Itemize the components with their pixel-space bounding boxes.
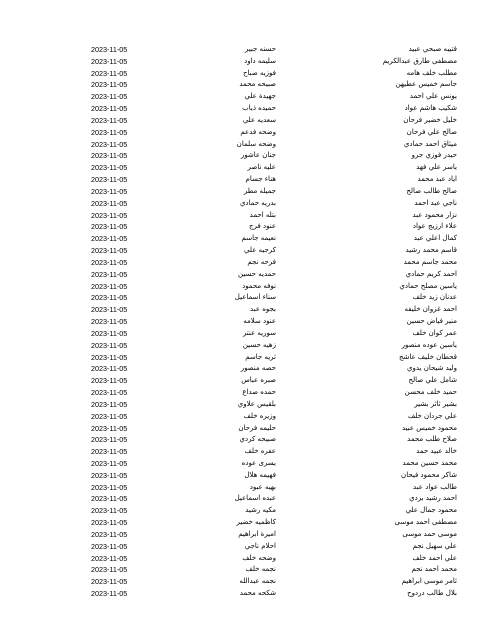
full-name: ياسين عوده منصور — [401, 340, 457, 349]
full-name: يونس علي احمد — [409, 92, 457, 101]
full-name: اياد عبد محمد — [417, 175, 457, 184]
records-list — [0, 44, 494, 600]
date: 2023-11-05 — [91, 222, 128, 232]
list-item — [0, 564, 494, 576]
mother-name: يسرى عوده — [241, 458, 276, 467]
mother-name: كرجيه علي — [244, 246, 276, 255]
list-item — [0, 44, 494, 56]
date: 2023-11-05 — [91, 210, 128, 220]
date: 2023-11-05 — [91, 577, 128, 587]
list-item — [0, 150, 494, 162]
mother-name: عليه ناصر — [247, 163, 276, 172]
date: 2023-11-05 — [91, 198, 128, 208]
date: 2023-11-05 — [91, 541, 128, 551]
full-name: حميد خلف محسن — [404, 388, 457, 397]
date: 2023-11-05 — [91, 104, 128, 114]
list-item — [0, 399, 494, 411]
date: 2023-11-05 — [91, 470, 128, 480]
list-item — [0, 281, 494, 293]
full-name: ناجي عبد احمد — [414, 198, 457, 207]
mother-name: سعديه علي — [242, 115, 276, 124]
date: 2023-11-05 — [91, 506, 128, 516]
date: 2023-11-05 — [91, 423, 128, 433]
mother-name: حمده صداع — [242, 388, 276, 397]
mother-name: نجمه خلف — [245, 565, 276, 574]
date: 2023-11-05 — [91, 482, 128, 492]
mother-name: نعيمه جاسم — [241, 234, 276, 243]
full-name: ياسين مصلح حمادي — [399, 281, 457, 290]
full-name: صلاح طلب محمد — [407, 435, 457, 444]
date: 2023-11-05 — [91, 565, 128, 575]
mother-name: مكيه رشيد — [245, 506, 276, 515]
full-name: ميثاق احمد حمادي — [403, 139, 457, 148]
mother-name: سوريه عنتر — [242, 328, 276, 337]
mother-name: بلقيس علاوي — [237, 399, 276, 408]
mother-name: صبره عباس — [241, 376, 276, 385]
mother-name: عفره خلف — [244, 447, 276, 456]
list-item — [0, 434, 494, 446]
list-item — [0, 233, 494, 245]
full-name: احمد غزوان خليفه — [404, 305, 457, 314]
mother-name: نوفه محمود — [242, 281, 276, 290]
full-name: محمود خميس عبيد — [402, 423, 457, 432]
list-item — [0, 576, 494, 588]
list-item — [0, 245, 494, 257]
full-name: محمد احمد نجم — [411, 565, 457, 574]
mother-name: بتله احمد — [249, 210, 276, 219]
mother-name: بجوه عبد — [250, 305, 276, 314]
mother-name: فوزيه صباح — [243, 68, 276, 77]
date: 2023-11-05 — [91, 553, 128, 563]
mother-name: حميده ذياب — [242, 104, 276, 113]
mother-name: صبيحه كردي — [239, 435, 276, 444]
full-name: قتيبه صبحي عبيد — [408, 45, 457, 53]
full-name: محمود جمال علي — [405, 506, 457, 515]
date: 2023-11-05 — [91, 127, 128, 137]
list-item — [0, 423, 494, 435]
date: 2023-11-05 — [91, 234, 128, 244]
date: 2023-11-05 — [91, 80, 128, 90]
date: 2023-11-05 — [91, 151, 128, 161]
mother-name: ثريه جاسم — [245, 352, 276, 361]
full-name: نزار محمود عبد — [412, 210, 457, 219]
list-item — [0, 198, 494, 210]
list-item — [0, 79, 494, 91]
mother-name: وضحه خلف — [242, 553, 276, 562]
list-item — [0, 68, 494, 80]
full-name: علي جردان خلف — [407, 411, 457, 420]
full-name: وليد شيحان يدوي — [406, 364, 457, 373]
list-item — [0, 375, 494, 387]
full-name: شامل علي صالح — [408, 376, 457, 385]
mother-name: اميرة ابراهيم — [238, 529, 276, 538]
list-item — [0, 91, 494, 103]
mother-name: سناء اسماعيل — [234, 293, 276, 302]
full-name: مصطفى احمد موسى — [394, 518, 457, 527]
date: 2023-11-05 — [91, 529, 128, 539]
mother-name: احلام ناجي — [244, 541, 276, 550]
full-name: صالح علي فرحان — [406, 127, 457, 136]
full-name: عمر كوان خلف — [412, 328, 457, 337]
date: 2023-11-05 — [91, 458, 128, 468]
full-name: بلال طالب دردوح — [407, 589, 457, 598]
date: 2023-11-05 — [91, 411, 128, 421]
date: 2023-11-05 — [91, 328, 128, 338]
list-item — [0, 470, 494, 482]
full-name: مصطفى طارق عبدالكريم — [382, 56, 457, 65]
list-item — [0, 482, 494, 494]
mother-name: نجمه عبدالله — [239, 577, 276, 586]
full-name: كمال اعلي عبد — [413, 234, 457, 243]
list-item — [0, 529, 494, 541]
full-name: ياسر علي فهد — [416, 163, 457, 172]
full-name: صالح طالب صالح — [406, 186, 457, 195]
date: 2023-11-05 — [91, 246, 128, 256]
list-item — [0, 517, 494, 529]
list-item — [0, 588, 494, 600]
list-item — [0, 541, 494, 553]
list-item — [0, 446, 494, 458]
list-item — [0, 269, 494, 281]
full-name: جاسم خميس عطيهن — [395, 80, 457, 89]
mother-name: عبده اسماعيل — [234, 494, 276, 503]
full-name: بشير ثاثر بشير — [414, 399, 457, 408]
list-item — [0, 458, 494, 470]
full-name: علي احمد خلف — [412, 553, 457, 562]
date: 2023-11-05 — [91, 56, 128, 66]
date: 2023-11-05 — [91, 305, 128, 315]
full-name: خليل خضير فرحان — [403, 115, 457, 124]
date: 2023-11-05 — [91, 92, 128, 102]
date: 2023-11-05 — [91, 494, 128, 504]
date: 2023-11-05 — [91, 447, 128, 457]
full-name: حيدر فوزي جرو — [411, 151, 457, 160]
date: 2023-11-05 — [91, 364, 128, 374]
mother-name: زهيه حسين — [242, 340, 276, 349]
mother-name: هناء جسام — [245, 175, 276, 184]
full-name: احمد رشيد بردي — [409, 494, 457, 503]
date: 2023-11-05 — [91, 352, 128, 362]
full-name: احمد كريم حمادي — [405, 269, 457, 278]
mother-name: شكحه محمد — [239, 589, 276, 598]
date: 2023-11-05 — [91, 175, 128, 185]
mother-name: فهيمه هلال — [244, 470, 276, 479]
mother-name: بهيه عبود — [249, 482, 276, 491]
mother-name: جميله مطر — [243, 186, 276, 195]
date: 2023-11-05 — [91, 589, 128, 599]
date: 2023-11-05 — [91, 45, 128, 54]
full-name: ثامر موسى ابراهيم — [401, 577, 457, 586]
full-name: خالد عبيد حمد — [416, 447, 457, 456]
date: 2023-11-05 — [91, 257, 128, 267]
list-item — [0, 363, 494, 375]
list-item — [0, 505, 494, 517]
date: 2023-11-05 — [91, 281, 128, 291]
full-name: علاء ارزيج عواد — [412, 222, 457, 231]
full-name: قاسم محمد رشيد — [405, 246, 457, 255]
list-item — [0, 387, 494, 399]
list-item — [0, 210, 494, 222]
date: 2023-11-05 — [91, 115, 128, 125]
full-name: طالب عواد عبد — [413, 482, 457, 491]
mother-name: وزيره خلف — [243, 411, 276, 420]
mother-name: وضحه سلمان — [236, 139, 276, 148]
list-item — [0, 340, 494, 352]
date: 2023-11-05 — [91, 139, 128, 149]
mother-name: وضحه فدعم — [240, 127, 276, 136]
list-item — [0, 316, 494, 328]
mother-name: حصه منصور — [240, 364, 276, 373]
list-item — [0, 292, 494, 304]
full-name: مطلب خلف هامه — [406, 68, 457, 77]
date: 2023-11-05 — [91, 518, 128, 528]
mother-name: بدريه حمادي — [239, 198, 276, 207]
list-item — [0, 221, 494, 233]
list-item — [0, 174, 494, 186]
mother-name: كاظميه خضير — [236, 518, 276, 527]
mother-name: سليمه داود — [244, 56, 276, 65]
mother-name: جهيدة علي — [244, 92, 276, 101]
mother-name: حليمه فرحان — [238, 423, 276, 432]
date: 2023-11-05 — [91, 269, 128, 279]
full-name: موسى حمد موسى — [402, 529, 457, 538]
list-item — [0, 304, 494, 316]
mother-name: عنود سلامه — [243, 317, 276, 326]
full-name: محمد جاسم محمد — [403, 257, 457, 266]
date: 2023-11-05 — [91, 293, 128, 303]
list-item — [0, 553, 494, 565]
full-name: منير فياض حسين — [406, 317, 457, 326]
mother-name: حسنه جبير — [244, 45, 276, 53]
list-item — [0, 411, 494, 423]
full-name: قحطان خليف عاشج — [398, 352, 457, 361]
date: 2023-11-05 — [91, 186, 128, 196]
list-item — [0, 162, 494, 174]
full-name: شاكر محمود فيحان — [401, 470, 457, 479]
date: 2023-11-05 — [91, 340, 128, 350]
mother-name: حمديه حسين — [238, 269, 276, 278]
list-item — [0, 328, 494, 340]
date: 2023-11-05 — [91, 68, 128, 78]
mother-name: عنود فرج — [249, 222, 276, 231]
list-item — [0, 352, 494, 364]
mother-name: صبيحه محمد — [239, 80, 276, 89]
list-item — [0, 56, 494, 68]
full-name: محمد حسين محمد — [402, 458, 457, 467]
date: 2023-11-05 — [91, 376, 128, 386]
date: 2023-11-05 — [91, 399, 128, 409]
date: 2023-11-05 — [91, 435, 128, 445]
date: 2023-11-05 — [91, 388, 128, 398]
full-name: علي سهيل نجم — [412, 541, 457, 550]
list-item — [0, 103, 494, 115]
full-name: شكيب هاشم عواد — [404, 104, 457, 113]
list-item — [0, 257, 494, 269]
mother-name: فرحه نجم — [247, 257, 276, 266]
list-item — [0, 186, 494, 198]
mother-name: جنان عاشور — [240, 151, 276, 160]
list-item — [0, 115, 494, 127]
date: 2023-11-05 — [91, 163, 128, 173]
date: 2023-11-05 — [91, 317, 128, 327]
list-item — [0, 127, 494, 139]
full-name: عدنان زيد خلف — [412, 293, 457, 302]
list-item — [0, 139, 494, 151]
list-item — [0, 493, 494, 505]
